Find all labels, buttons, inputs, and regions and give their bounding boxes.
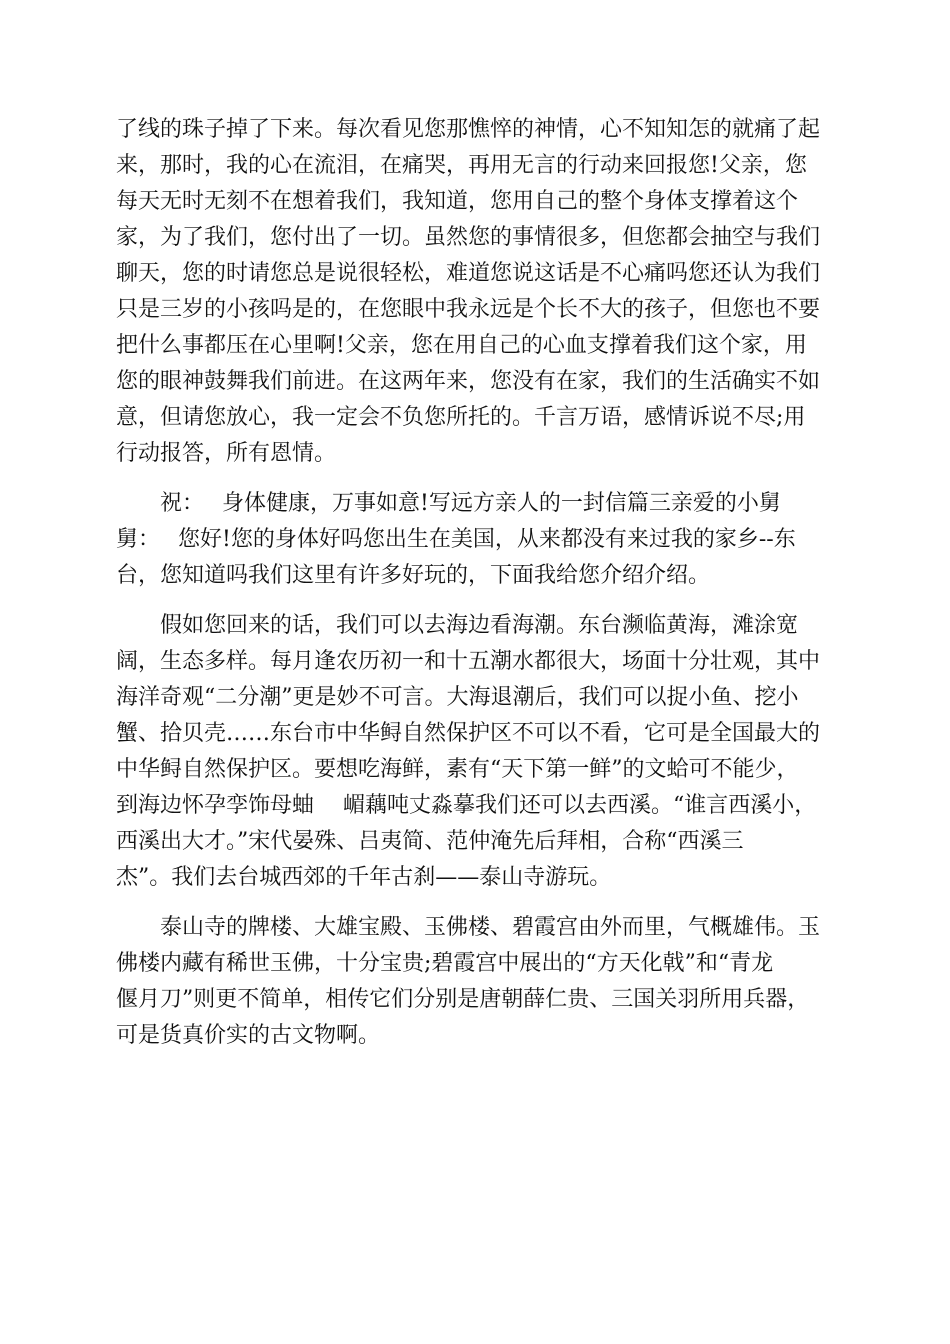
text-line: 行动报答，所有恩情。 — [116, 441, 337, 466]
text-line: 海洋奇观“二分潮”更是妙不可言。大海退潮后，我们可以捉小鱼、挖小 — [116, 685, 799, 710]
text-line: 蟹、拾贝壳……东台市中华鲟自然保护区不可以不看，它可是全国最大的 — [116, 721, 821, 746]
paragraph-greeting — [116, 486, 834, 594]
text-line: 杰”。我们去台城西郊的千年古刹——泰山寺游玩。 — [116, 865, 612, 890]
text-line: 意，但请您放心，我一定会不负您所托的。千言万语，感情诉说不尽;用 — [116, 405, 806, 430]
text-line: 聊天，您的时请您总是说很轻松，难道您说这话是不心痛吗您还认为我们 — [116, 261, 821, 286]
paragraph-gap — [116, 472, 834, 486]
text-line: 台，您知道吗我们这里有许多好玩的，下面我给您介绍介绍。 — [116, 563, 711, 588]
text-line: 把什么事都压在心里啊!父亲，您在用自己的心血支撑着我们这个家，用 — [116, 333, 807, 358]
text-line: 您的眼神鼓舞我们前进。在这两年来，您没有在家，我们的生活确实不如 — [116, 369, 821, 394]
text-line: 偃月刀”则更不简单，相传它们分别是唐朝薛仁贵、三国关羽所用兵器， — [116, 987, 810, 1012]
text-line: 祝： 身体健康，万事如意!写远方亲人的一封信篇三亲爱的小舅 — [116, 491, 781, 516]
paragraph-seaside — [116, 608, 834, 896]
text-line: 佛楼内藏有稀世玉佛，十分宝贵;碧霞宫中展出的“方天化戟”和“青龙 — [116, 951, 774, 976]
text-line: 泰山寺的牌楼、大雄宝殿、玉佛楼、碧霞宫由外而里，气概雄伟。玉 — [116, 915, 821, 940]
text-line: 只是三岁的小孩吗是的，在您眼中我永远是个长不大的孩子，但您也不要 — [116, 297, 821, 322]
text-line: 到海边怀孕孪饰母蚰 嵋藕吨丈淼摹我们还可以去西溪。“谁言西溪小， — [116, 793, 817, 818]
paragraph-taishan-temple — [116, 910, 834, 1054]
text-line: 西溪出大才。”宋代晏殊、吕夷简、范仲淹先后拜相，合称“西溪三 — [116, 829, 744, 854]
text-line: 舅： 您好!您的身体好吗您出生在美国，从来都没有来过我的家乡--东 — [116, 527, 796, 552]
paragraph-gap — [116, 594, 834, 608]
text-line: 每天无时无刻不在想着我们，我知道，您用自己的整个身体支撑着这个 — [116, 189, 799, 214]
text-line: 了线的珠子掉了下来。每次看见您那憔悴的神情，心不知知怎的就痛了起 — [116, 117, 821, 142]
text-line: 阔，生态多样。每月逢农历初一和十五潮水都很大，场面十分壮观，其中 — [116, 649, 821, 674]
text-line: 可是货真价实的古文物啊。 — [116, 1023, 381, 1048]
text-line: 中华鲟自然保护区。要想吃海鲜，素有“天下第一鲜”的文蛤可不能少， — [116, 757, 799, 782]
paragraph-gap — [116, 896, 834, 910]
text-line: 假如您回来的话，我们可以去海边看海潮。东台濒临黄海，滩涂宽 — [116, 613, 799, 638]
text-line: 家，为了我们，您付出了一切。虽然您的事情很多，但您都会抽空与我们 — [116, 225, 821, 250]
document-body — [116, 112, 834, 1054]
text-line: 来，那时，我的心在流泪，在痛哭，再用无言的行动来回报您!父亲，您 — [116, 153, 807, 178]
paragraph-letter-to-father — [116, 112, 834, 472]
